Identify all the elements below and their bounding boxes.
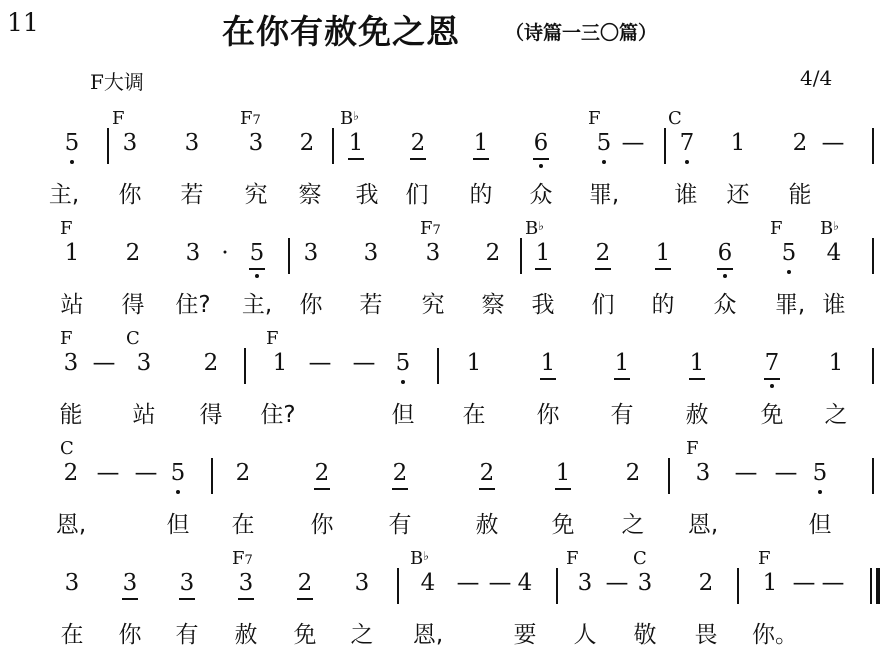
lyric: 赦	[685, 402, 709, 428]
eighth-underline	[238, 598, 254, 600]
note: 4	[420, 570, 436, 596]
lyric: 谁	[822, 292, 846, 318]
chord-symbol: F	[112, 108, 125, 129]
note: 1	[762, 570, 778, 596]
sustain-dash: —	[456, 570, 480, 596]
key-signature: F大调	[90, 70, 144, 94]
sustain-dash: —	[774, 460, 798, 486]
chord-symbol: F	[266, 328, 279, 349]
sustain-dash: —	[352, 350, 376, 376]
page-number: 11	[7, 8, 39, 37]
lyric: 人	[573, 622, 597, 648]
final-bar-line	[876, 568, 880, 604]
bar-line	[244, 348, 246, 384]
note: 1	[535, 240, 551, 266]
lyric: 众	[713, 292, 737, 318]
lyric: 赦	[475, 512, 499, 538]
chord-symbol: F	[566, 548, 579, 569]
note: 3	[238, 570, 254, 596]
chord-symbol: F	[588, 108, 601, 129]
lyric: 你	[118, 622, 142, 648]
eighth-underline	[473, 158, 489, 160]
sustain-dash: —	[621, 130, 645, 156]
note: 2	[792, 130, 808, 156]
note: 3	[63, 350, 79, 376]
time-signature: 4/4	[800, 66, 833, 90]
eighth-underline	[533, 158, 549, 160]
lyric: 但	[391, 402, 415, 428]
sustain-dash: —	[792, 570, 816, 596]
lyric: 站	[132, 402, 156, 428]
bar-line	[664, 128, 666, 164]
note: 1	[473, 130, 489, 156]
lyric: 你。	[752, 622, 798, 648]
bar-line	[332, 128, 334, 164]
lyric: 赦	[234, 622, 258, 648]
note: 6	[533, 130, 549, 156]
sustain-dash: —	[308, 350, 332, 376]
lyric: 你	[536, 402, 560, 428]
eighth-underline	[655, 268, 671, 270]
note: 1	[689, 350, 705, 376]
bar-line	[668, 458, 670, 494]
lyric: 在	[462, 402, 486, 428]
note: 5	[395, 350, 411, 376]
lyric: 住?	[175, 292, 211, 318]
eighth-underline	[717, 268, 733, 270]
note: 2	[485, 240, 501, 266]
lower-octave-dot	[602, 160, 606, 164]
eighth-underline	[314, 488, 330, 490]
note: 3	[695, 460, 711, 486]
lyric: 能	[788, 182, 812, 208]
chord-symbol: F	[770, 218, 783, 239]
note: 1	[828, 350, 844, 376]
lyric: 你	[299, 292, 323, 318]
lyric: 恩,	[55, 512, 87, 538]
note: 5	[781, 240, 797, 266]
note: 3	[184, 130, 200, 156]
sustain-dash: —	[734, 460, 758, 486]
lyric: 罪,	[588, 182, 620, 208]
chord-symbol: F	[60, 328, 73, 349]
song-title: 在你有赦免之恩	[222, 12, 460, 51]
note: 6	[717, 240, 733, 266]
lyric: 们	[591, 292, 615, 318]
note: 2	[125, 240, 141, 266]
lyric: 们	[405, 182, 429, 208]
lyric: 你	[118, 182, 142, 208]
eighth-underline	[535, 268, 551, 270]
bar-line	[437, 348, 439, 384]
lyric: 能	[59, 402, 83, 428]
lyric: 主,	[48, 182, 80, 208]
lyric: 免	[551, 512, 575, 538]
chord-symbol: F	[686, 438, 699, 459]
bar-line	[872, 348, 874, 384]
chord-symbol: C	[668, 108, 682, 129]
note: 5	[812, 460, 828, 486]
note: 1	[655, 240, 671, 266]
lower-octave-dot	[70, 160, 74, 164]
lyric: 罪,	[774, 292, 806, 318]
note: 1	[540, 350, 556, 376]
note: 3	[122, 570, 138, 596]
lyric: 得	[199, 402, 223, 428]
note: 5	[596, 130, 612, 156]
eighth-underline	[348, 158, 364, 160]
bar-line	[288, 238, 290, 274]
chord-symbol: B♭	[525, 218, 544, 239]
eighth-underline	[555, 488, 571, 490]
eighth-underline	[179, 598, 195, 600]
lower-octave-dot	[176, 490, 180, 494]
note: 3	[122, 130, 138, 156]
note: 1	[555, 460, 571, 486]
note: 3	[354, 570, 370, 596]
chord-symbol: F7	[240, 108, 261, 129]
eighth-underline	[297, 598, 313, 600]
eighth-underline	[479, 488, 495, 490]
lyric: 免	[760, 402, 784, 428]
note: 5	[170, 460, 186, 486]
note: 3	[425, 240, 441, 266]
eighth-underline	[764, 378, 780, 380]
note: 3	[637, 570, 653, 596]
eighth-underline	[249, 268, 265, 270]
lower-octave-dot	[401, 380, 405, 384]
bar-line	[520, 238, 522, 274]
note: 2	[410, 130, 426, 156]
lyric: 但	[166, 512, 190, 538]
lyric: 在	[231, 512, 255, 538]
lyric: 敬	[633, 622, 657, 648]
lower-octave-dot	[818, 490, 822, 494]
note: 7	[679, 130, 695, 156]
lyric: 恩,	[687, 512, 719, 538]
note: 1	[272, 350, 288, 376]
chord-symbol: F	[758, 548, 771, 569]
lower-octave-dot	[770, 384, 774, 388]
bar-line	[737, 568, 739, 604]
sustain-dash: —	[96, 460, 120, 486]
note: 3	[136, 350, 152, 376]
note: 1	[64, 240, 80, 266]
bar-line	[872, 458, 874, 494]
chord-symbol: F	[60, 218, 73, 239]
note: 2	[698, 570, 714, 596]
note: 2	[299, 130, 315, 156]
bar-line	[397, 568, 399, 604]
note: 3	[248, 130, 264, 156]
note: 5	[64, 130, 80, 156]
chord-symbol: C	[60, 438, 74, 459]
sustain-dash: —	[821, 570, 845, 596]
lyric: 站	[60, 292, 84, 318]
bar-line	[870, 568, 872, 604]
lyric: 但	[808, 512, 832, 538]
eighth-underline	[540, 378, 556, 380]
lyric: 究	[244, 182, 268, 208]
note: 4	[826, 240, 842, 266]
note: 2	[625, 460, 641, 486]
note: 3	[303, 240, 319, 266]
note: 3	[577, 570, 593, 596]
chord-symbol: C	[633, 548, 647, 569]
sustain-dash: —	[134, 460, 158, 486]
lyric: 还	[726, 182, 750, 208]
chord-symbol: B♭	[820, 218, 839, 239]
lyric: 在	[60, 622, 84, 648]
note: 4	[517, 570, 533, 596]
lyric: 畏	[694, 622, 718, 648]
lyric: 恩,	[412, 622, 444, 648]
sustain-dash: —	[605, 570, 629, 596]
lyric: 若	[359, 292, 383, 318]
lyric: 有	[610, 402, 634, 428]
bar-line	[107, 128, 109, 164]
lyric: 之	[350, 622, 374, 648]
chord-symbol: F7	[420, 218, 441, 239]
lyric: 你	[310, 512, 334, 538]
note: 2	[479, 460, 495, 486]
note: 2	[314, 460, 330, 486]
note: 5	[249, 240, 265, 266]
lyric: 察	[481, 292, 505, 318]
lyric: 我	[531, 292, 555, 318]
note: 2	[235, 460, 251, 486]
lyric: 众	[529, 182, 553, 208]
lyric: 的	[651, 292, 675, 318]
note: 2	[63, 460, 79, 486]
lyric: 主,	[241, 292, 273, 318]
note: ·	[221, 240, 229, 266]
lyric: 的	[469, 182, 493, 208]
lower-octave-dot	[255, 274, 259, 278]
eighth-underline	[614, 378, 630, 380]
lower-octave-dot	[685, 160, 689, 164]
chord-symbol: C	[126, 328, 140, 349]
lower-octave-dot	[787, 270, 791, 274]
note: 1	[614, 350, 630, 376]
chord-symbol: F7	[232, 548, 253, 569]
lyric: 有	[388, 512, 412, 538]
lyric: 之	[824, 402, 848, 428]
sustain-dash: —	[92, 350, 116, 376]
chord-symbol: B♭	[410, 548, 429, 569]
note: 7	[764, 350, 780, 376]
lyric: 得	[121, 292, 145, 318]
eighth-underline	[122, 598, 138, 600]
note: 2	[203, 350, 219, 376]
lyric: 察	[298, 182, 322, 208]
eighth-underline	[410, 158, 426, 160]
eighth-underline	[689, 378, 705, 380]
lyric: 住?	[260, 402, 296, 428]
lyric: 有	[175, 622, 199, 648]
lyric: 究	[421, 292, 445, 318]
song-subtitle: （诗篇一三〇篇）	[505, 22, 658, 44]
lyric: 我	[355, 182, 379, 208]
note: 2	[297, 570, 313, 596]
note: 2	[392, 460, 408, 486]
note: 2	[595, 240, 611, 266]
sustain-dash: —	[821, 130, 845, 156]
bar-line	[872, 128, 874, 164]
eighth-underline	[595, 268, 611, 270]
lower-octave-dot	[539, 164, 543, 168]
lyric: 之	[621, 512, 645, 538]
lyric: 免	[293, 622, 317, 648]
lyric: 谁	[674, 182, 698, 208]
bar-line	[872, 238, 874, 274]
note: 3	[64, 570, 80, 596]
lyric: 若	[180, 182, 204, 208]
lyric: 要	[513, 622, 537, 648]
note: 1	[730, 130, 746, 156]
note: 1	[466, 350, 482, 376]
lower-octave-dot	[723, 274, 727, 278]
eighth-underline	[392, 488, 408, 490]
chord-symbol: B♭	[340, 108, 359, 129]
bar-line	[556, 568, 558, 604]
note: 1	[348, 130, 364, 156]
bar-line	[211, 458, 213, 494]
note: 3	[179, 570, 195, 596]
sustain-dash: —	[488, 570, 512, 596]
note: 3	[185, 240, 201, 266]
note: 3	[363, 240, 379, 266]
